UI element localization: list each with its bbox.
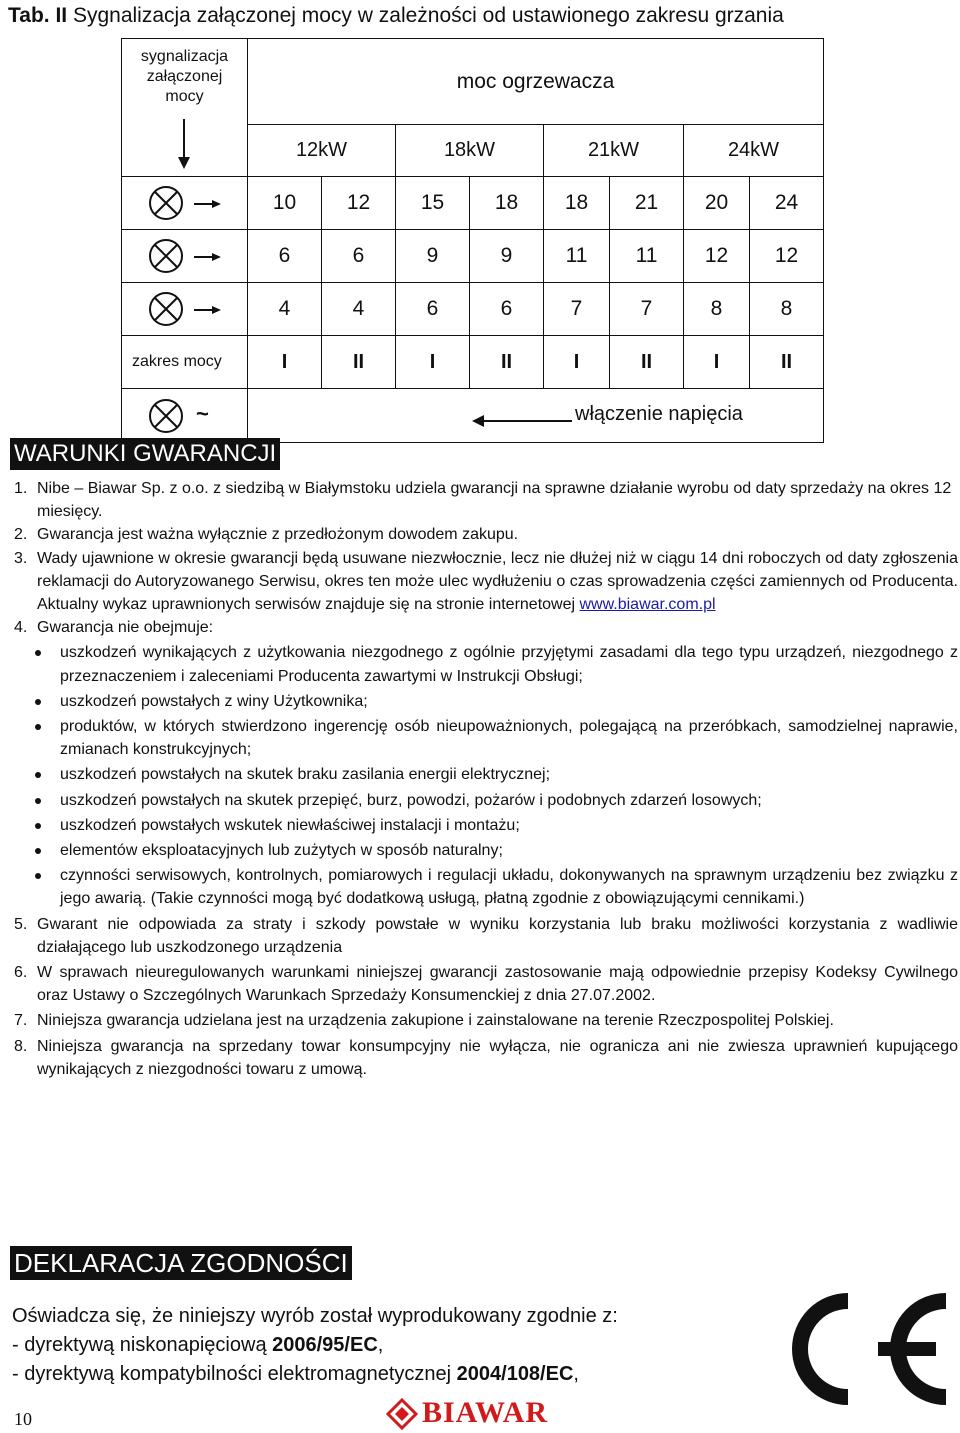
range-cell: II <box>470 336 544 389</box>
table-cell: 15 <box>396 177 470 230</box>
ce-mark-icon <box>756 1283 956 1415</box>
table-cell: 18 <box>470 177 544 230</box>
lamp-icon <box>150 400 182 432</box>
signal-header-line: mocy <box>165 88 204 105</box>
signal-lamp-cell <box>122 230 248 283</box>
range-cell: II <box>610 336 684 389</box>
table-cell: 4 <box>322 283 396 336</box>
table-cell: 12 <box>684 230 750 283</box>
table-cell: 9 <box>396 230 470 283</box>
list-item: produktów, w których stwierdzono ingerencję osób nieupoważnionych, polegającą na przeróbkach, samodzielnej naprawie, zmianach konstrukcyjnych; <box>14 715 958 761</box>
table-cell: 20 <box>684 177 750 230</box>
table-cell: 6 <box>470 283 544 336</box>
voltage-lamp-cell <box>122 389 248 443</box>
voltage-cell <box>248 389 824 443</box>
warranty-section <box>14 477 958 1081</box>
page-number: 10 <box>14 1409 32 1429</box>
right-arrow-icon <box>194 200 221 208</box>
table-title: Sygnalizacja załączonej mocy w zależności od ustawionego zakresu grzania <box>67 4 784 27</box>
range-cell: I <box>248 336 322 389</box>
signal-header-line: sygnalizacja <box>140 48 229 65</box>
declaration-line: - dyrektywą kompatybilności elektromagnetycznej 2004/108/EC, <box>12 1363 579 1385</box>
table-cell: 8 <box>684 283 750 336</box>
lamp-icon <box>150 240 182 272</box>
warranty-heading: WARUNKI GWARANCJI <box>10 438 280 470</box>
table-cell: 6 <box>248 230 322 283</box>
table-number: Tab. II <box>8 4 68 27</box>
range-label: zakres mocy <box>122 336 248 389</box>
list-item: uszkodzeń powstałych na skutek braku zasilania energii elektrycznej; <box>14 763 958 786</box>
table-cell: 8 <box>750 283 824 336</box>
warranty-item: 8. Niniejsza gwarancja na sprzedany towar konsumpcyjny nie wyłącza, nie ogranicza ani nie zwiesza uprawnień kupującego wynikających z niezgodności towaru z umową. <box>14 1037 958 1078</box>
website-link[interactable]: www.biawar.com.pl <box>579 596 716 614</box>
table-cell: 10 <box>248 177 322 230</box>
list-item: elementów eksploatacyjnych lub zużytych w sposób naturalny; <box>14 839 958 862</box>
power-24kw: 24kW <box>684 125 824 177</box>
range-cell: II <box>750 336 824 389</box>
declaration-heading: DEKLARACJA ZGODNOŚCI <box>10 1246 352 1280</box>
signal-header-cell <box>122 39 248 177</box>
range-cell: I <box>684 336 750 389</box>
list-item: uszkodzeń powstałych na skutek przepięć, burz, powodzi, pożarów i podobnych zdarzeń losowych; <box>14 789 958 812</box>
signal-lamp-cell <box>122 177 248 230</box>
table-cell: 12 <box>750 230 824 283</box>
signal-lamp-cell <box>122 283 248 336</box>
lamp-icon <box>150 293 182 325</box>
table-cell: 18 <box>544 177 610 230</box>
table-cell: 12 <box>322 177 396 230</box>
power-signal-table <box>121 38 824 443</box>
list-item: czynności serwisowych, kontrolnych, pomiarowych i regulacji układu, dokonywanych na sprawnym urządzeniu bez związku z jego awarią. (Takie czynności mogą być dodatkową usługą, płatną zgodnie z obowiązującymi cennikami.) <box>14 864 958 910</box>
table-cell: 4 <box>248 283 322 336</box>
range-cell: I <box>544 336 610 389</box>
signal-header-line: załączonej <box>146 68 223 85</box>
range-cell: I <box>396 336 470 389</box>
warranty-item: 6. W sprawach nieuregulowanych warunkami niniejszej gwarancji zastosowanie mają odpowiednie przepisy Kodeksy Cywilnego oraz Ustawy o Szczególnych Warunkach Sprzedaży Konsumenckiej z dnia 27.07.2002. <box>14 964 958 1005</box>
warranty-item: 4. Gwarancja nie obejmuje: <box>14 619 214 637</box>
list-item: uszkodzeń powstałych wskutek niewłaściwej instalacji i montażu; <box>14 814 958 837</box>
voltage-label: włączenie napięcia <box>575 403 743 425</box>
warranty-item: 1. Nibe – Biawar Sp. z o.o. z siedzibą w Białymstoku udziela gwarancji na sprawne działanie wyrobu od daty sprzedaży na okres 12 miesięcy. <box>14 480 952 521</box>
exclusion-list <box>14 641 958 910</box>
table-caption <box>8 4 784 28</box>
table-cell: 6 <box>396 283 470 336</box>
left-arrow-icon <box>472 411 572 431</box>
down-arrow-icon <box>174 119 194 171</box>
range-cell: II <box>322 336 396 389</box>
warranty-item: 2. Gwarancja jest ważna wyłącznie z przedłożonym dowodem zakupu. <box>14 526 519 544</box>
table-cell: 6 <box>322 230 396 283</box>
table-cell: 21 <box>610 177 684 230</box>
table-cell: 11 <box>610 230 684 283</box>
lamp-icon <box>150 187 182 219</box>
list-item: uszkodzeń powstałych z winy Użytkownika; <box>14 690 958 713</box>
list-item: uszkodzeń wynikających z użytkowania niezgodnego z ogólnie przyjętymi zasadami dla tego typu urządzeń, niezgodnego z przeznaczeniem i zaleceniami Producenta zawartymi w Instrukcji Obsługi; <box>14 641 958 687</box>
power-18kw: 18kW <box>396 125 544 177</box>
table-cell: 7 <box>610 283 684 336</box>
tilde-symbol: ~ <box>196 401 209 426</box>
declaration-intro: Oświadcza się, że niniejszy wyrób został wyprodukowany zgodnie z: <box>12 1305 618 1327</box>
power-21kw: 21kW <box>544 125 684 177</box>
declaration-line: - dyrektywą niskonapięciową 2006/95/EC, <box>12 1334 384 1356</box>
warranty-item: 7. Niniejsza gwarancja udzielana jest na urządzenia zakupione i zainstalowane na terenie Rzeczpospolitej Polskiej. <box>14 1012 834 1030</box>
warranty-item: 3. Wady ujawnione w okresie gwarancji będą usuwane niezwłocznie, lecz nie dłużej niż w ciągu 14 dni roboczych od daty zgłoszenia reklamacji do Autoryzowanego Serwisu, okres ten może ulec wydłużeniu o czas sprowadzenia części zamiennych od Producenta. Aktualny wykaz uprawnionych serwisów znajduje się na stronie internetowej www.biawar.com.pl <box>14 549 958 614</box>
right-arrow-icon <box>194 306 221 314</box>
table-cell: 11 <box>544 230 610 283</box>
declaration-text <box>12 1302 618 1389</box>
biawar-logo-icon <box>386 1398 418 1430</box>
power-header: moc ogrzewacza <box>248 39 824 125</box>
brand-name: BIAWAR <box>422 1396 549 1429</box>
table-cell: 24 <box>750 177 824 230</box>
right-arrow-icon <box>194 253 221 261</box>
table-cell: 7 <box>544 283 610 336</box>
table-cell: 9 <box>470 230 544 283</box>
warranty-item: 5. Gwarant nie odpowiada za straty i szkody powstałe w wyniku korzystania lub braku możliwości korzystania z wadliwie działającego lub uszkodzonego urządzenia <box>14 915 958 956</box>
power-12kw: 12kW <box>248 125 396 177</box>
